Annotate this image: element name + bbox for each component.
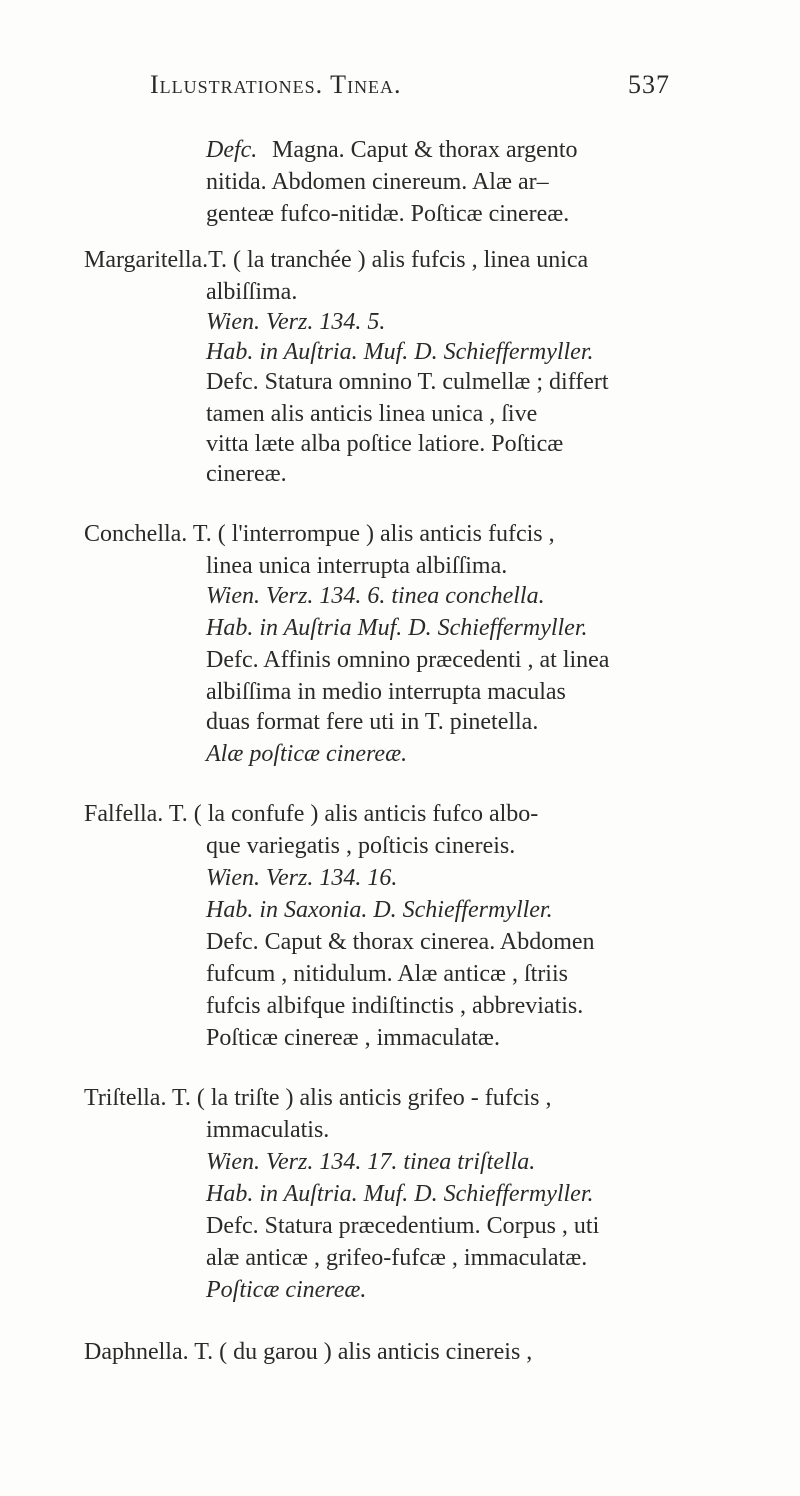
entry-line: Defc. Statura præcedentium. Corpus , uti	[206, 1213, 600, 1239]
entry-line: Defc. Statura omnino T. culmellæ ; differt	[206, 369, 609, 395]
entry-line: albiſſima in medio interrupta maculas	[206, 679, 566, 705]
entry-line: Defc. Caput & thorax cinerea. Abdomen	[206, 929, 595, 955]
entry-line: Poſticæ cinereæ.	[206, 1277, 367, 1303]
entry-line: Alæ poſticæ cinereæ.	[206, 741, 408, 767]
entry-line: Falfella. T. ( la confufe ) alis anticis fufco albo-	[84, 801, 539, 827]
entry-line: cinereæ.	[206, 461, 287, 487]
intro-line: Magna. Caput & thorax argento	[272, 137, 578, 163]
entry-line: Conchella. T. ( l'interrompue ) alis anticis fufcis ,	[84, 521, 555, 547]
entry-line: Hab. in Auſtria. Muf. D. Schieffermyller.	[206, 339, 594, 365]
header-title: Illustrationes. Tinea.	[150, 70, 402, 99]
entry-line: Daphnella. T. ( du garou ) alis anticis cinereis ,	[84, 1339, 533, 1365]
entry-line: duas format fere uti in T. pinetella.	[206, 709, 539, 735]
intro-line: nitida. Abdomen cinereum. Alæ ar–	[206, 169, 549, 195]
entry-line: Defc. Affinis omnino præcedenti , at linea	[206, 647, 610, 673]
entry-line: albiſſima.	[206, 279, 298, 305]
entry-line: Poſticæ cinereæ , immaculatæ.	[206, 1025, 500, 1051]
entry-line: Hab. in Auſtria. Muf. D. Schieffermyller.	[206, 1181, 594, 1207]
running-header	[150, 70, 670, 100]
page-number: 537	[628, 70, 670, 99]
entry-line: vitta læte alba poſtice latiore. Poſticæ	[206, 431, 564, 457]
entry-line: Wien. Verz. 134. 17. tinea triſtella.	[206, 1149, 536, 1175]
entry-line: Hab. in Auſtria Muf. D. Schieffermyller.	[206, 615, 588, 641]
entry-line: tamen alis anticis linea unica , ſive	[206, 401, 538, 427]
entry-line: linea unica interrupta albiſſima.	[206, 553, 508, 579]
entry-line: Margaritella.T. ( la tranchée ) alis fufcis , linea unica	[84, 247, 589, 273]
entry-line: Wien. Verz. 134. 16.	[206, 865, 398, 891]
entry-line: fufcis albifque indiſtinctis , abbreviatis.	[206, 993, 584, 1019]
intro-label: Defc.	[206, 137, 258, 163]
entry-line: fufcum , nitidulum. Alæ anticæ , ſtriis	[206, 961, 568, 987]
intro-line: genteæ fufco-nitidæ. Poſticæ cinereæ.	[206, 201, 570, 227]
entry-line: alæ anticæ , grifeo-fufcæ , immaculatæ.	[206, 1245, 588, 1271]
entry-line: Wien. Verz. 134. 5.	[206, 309, 386, 335]
entry-line: Wien. Verz. 134. 6. tinea conchella.	[206, 583, 545, 609]
entry-line: immaculatis.	[206, 1117, 330, 1143]
entry-line: Triſtella. T. ( la triſte ) alis anticis grifeo - fufcis ,	[84, 1085, 552, 1111]
entry-line: que variegatis , poſticis cinereis.	[206, 833, 516, 859]
entry-line: Hab. in Saxonia. D. Schieffermyller.	[206, 897, 553, 923]
